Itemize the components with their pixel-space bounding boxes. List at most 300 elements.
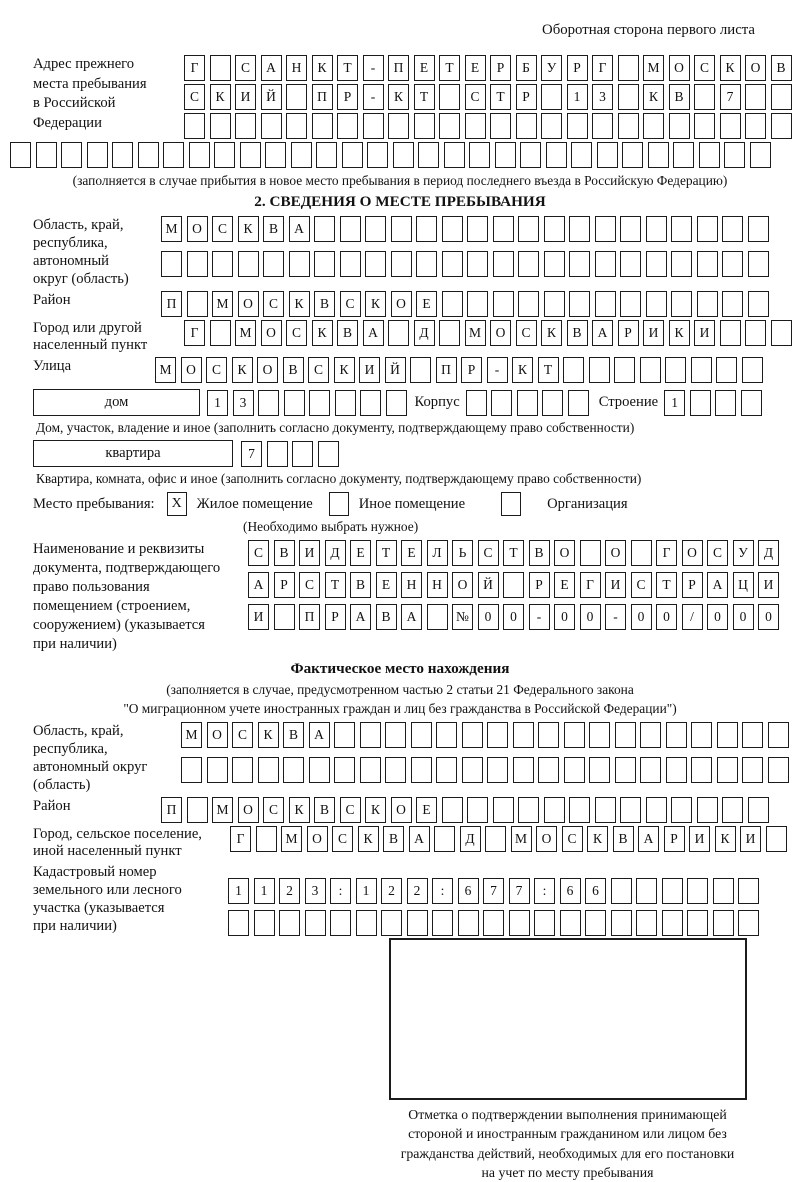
char-cell[interactable]: И	[758, 572, 779, 598]
char-cell[interactable]	[615, 757, 636, 783]
char-cell[interactable]	[666, 757, 687, 783]
char-cell[interactable]	[691, 357, 712, 383]
char-cell[interactable]: №	[452, 604, 473, 630]
char-cell[interactable]	[673, 142, 694, 168]
char-cell[interactable]: И	[248, 604, 269, 630]
char-cell[interactable]: П	[161, 291, 182, 317]
char-cell[interactable]	[509, 910, 530, 936]
char-cell[interactable]	[418, 142, 439, 168]
char-cell[interactable]: В	[283, 357, 304, 383]
char-cell[interactable]: Г	[184, 55, 205, 81]
char-cell[interactable]	[541, 84, 562, 110]
char-cell[interactable]: С	[184, 84, 205, 110]
char-cell[interactable]	[568, 390, 589, 416]
char-cell[interactable]: К	[643, 84, 664, 110]
char-cell[interactable]: С	[248, 540, 269, 566]
char-cell[interactable]	[462, 757, 483, 783]
char-cell[interactable]: В	[314, 797, 335, 823]
char-cell[interactable]: Р	[490, 55, 511, 81]
char-cell[interactable]	[256, 826, 277, 852]
char-cell[interactable]: С	[212, 216, 233, 242]
char-cell[interactable]	[595, 216, 616, 242]
char-cell[interactable]: А	[261, 55, 282, 81]
char-cell[interactable]: 0	[631, 604, 652, 630]
char-cell[interactable]	[432, 910, 453, 936]
char-cell[interactable]: В	[283, 722, 304, 748]
char-cell[interactable]	[187, 797, 208, 823]
char-cell[interactable]: Е	[416, 797, 437, 823]
char-cell[interactable]: О	[187, 216, 208, 242]
char-cell[interactable]	[360, 722, 381, 748]
char-cell[interactable]: Л	[427, 540, 448, 566]
char-cell[interactable]	[458, 910, 479, 936]
char-cell[interactable]: Д	[325, 540, 346, 566]
char-cell[interactable]	[671, 291, 692, 317]
char-cell[interactable]: У	[733, 540, 754, 566]
char-cell[interactable]: О	[536, 826, 557, 852]
char-cell[interactable]	[467, 291, 488, 317]
char-cell[interactable]	[381, 910, 402, 936]
char-cell[interactable]: М	[235, 320, 256, 346]
char-cell[interactable]	[745, 320, 766, 346]
char-cell[interactable]	[87, 142, 108, 168]
char-cell[interactable]	[542, 390, 563, 416]
char-cell[interactable]: А	[638, 826, 659, 852]
char-cell[interactable]: Р	[461, 357, 482, 383]
char-cell[interactable]: :	[534, 878, 555, 904]
char-cell[interactable]: К	[312, 55, 333, 81]
char-cell[interactable]	[662, 878, 683, 904]
char-cell[interactable]	[748, 251, 769, 277]
char-cell[interactable]: 0	[758, 604, 779, 630]
char-cell[interactable]: К	[358, 826, 379, 852]
char-cell[interactable]: С	[286, 320, 307, 346]
char-cell[interactable]: М	[155, 357, 176, 383]
char-cell[interactable]: 0	[656, 604, 677, 630]
char-cell[interactable]	[279, 910, 300, 936]
char-cell[interactable]: О	[307, 826, 328, 852]
char-cell[interactable]: К	[720, 55, 741, 81]
char-cell[interactable]: С	[235, 55, 256, 81]
char-cell[interactable]: С	[707, 540, 728, 566]
char-cell[interactable]	[618, 84, 639, 110]
char-cell[interactable]: Е	[350, 540, 371, 566]
char-cell[interactable]	[240, 142, 261, 168]
char-cell[interactable]: 3	[233, 390, 254, 416]
char-cell[interactable]: М	[212, 291, 233, 317]
char-cell[interactable]	[187, 251, 208, 277]
char-cell[interactable]	[439, 84, 460, 110]
char-cell[interactable]	[210, 55, 231, 81]
char-cell[interactable]: С	[263, 797, 284, 823]
char-cell[interactable]: В	[337, 320, 358, 346]
char-cell[interactable]	[261, 113, 282, 139]
char-cell[interactable]	[416, 216, 437, 242]
char-cell[interactable]: А	[592, 320, 613, 346]
char-cell[interactable]: Г	[580, 572, 601, 598]
char-cell[interactable]	[571, 142, 592, 168]
char-cell[interactable]	[592, 113, 613, 139]
char-cell[interactable]	[258, 757, 279, 783]
char-cell[interactable]: И	[643, 320, 664, 346]
char-cell[interactable]: А	[707, 572, 728, 598]
char-cell[interactable]	[720, 113, 741, 139]
char-cell[interactable]	[534, 910, 555, 936]
char-cell[interactable]	[544, 251, 565, 277]
char-cell[interactable]: О	[745, 55, 766, 81]
char-cell[interactable]: К	[388, 84, 409, 110]
char-cell[interactable]: 0	[707, 604, 728, 630]
char-cell[interactable]: К	[210, 84, 231, 110]
char-cell[interactable]: /	[682, 604, 703, 630]
char-cell[interactable]	[360, 390, 381, 416]
char-cell[interactable]: 3	[592, 84, 613, 110]
char-cell[interactable]: 2	[279, 878, 300, 904]
char-cell[interactable]: И	[299, 540, 320, 566]
char-cell[interactable]	[495, 142, 516, 168]
char-cell[interactable]	[722, 251, 743, 277]
char-cell[interactable]: Е	[554, 572, 575, 598]
char-cell[interactable]: К	[587, 826, 608, 852]
char-cell[interactable]: Н	[286, 55, 307, 81]
char-cell[interactable]: 6	[458, 878, 479, 904]
char-cell[interactable]	[388, 320, 409, 346]
char-cell[interactable]	[640, 757, 661, 783]
char-cell[interactable]: 0	[580, 604, 601, 630]
char-cell[interactable]: -	[363, 55, 384, 81]
char-cell[interactable]	[640, 722, 661, 748]
char-cell[interactable]	[467, 797, 488, 823]
char-cell[interactable]: Й	[478, 572, 499, 598]
char-cell[interactable]	[666, 722, 687, 748]
char-cell[interactable]	[665, 357, 686, 383]
char-cell[interactable]	[742, 357, 763, 383]
char-cell[interactable]	[436, 722, 457, 748]
char-cell[interactable]	[713, 910, 734, 936]
char-cell[interactable]	[112, 142, 133, 168]
char-cell[interactable]	[393, 142, 414, 168]
char-cell[interactable]: В	[529, 540, 550, 566]
char-cell[interactable]	[342, 142, 363, 168]
char-cell[interactable]: Г	[656, 540, 677, 566]
char-cell[interactable]	[309, 757, 330, 783]
char-cell[interactable]	[518, 216, 539, 242]
char-cell[interactable]: М	[643, 55, 664, 81]
char-cell[interactable]	[187, 291, 208, 317]
char-cell[interactable]	[643, 113, 664, 139]
char-cell[interactable]: И	[694, 320, 715, 346]
char-cell[interactable]: С	[694, 55, 715, 81]
char-cell[interactable]	[669, 113, 690, 139]
char-cell[interactable]: О	[554, 540, 575, 566]
char-cell[interactable]	[305, 910, 326, 936]
char-cell[interactable]	[487, 722, 508, 748]
char-cell[interactable]	[567, 113, 588, 139]
char-cell[interactable]	[748, 216, 769, 242]
char-cell[interactable]	[595, 797, 616, 823]
char-cell[interactable]: В	[263, 216, 284, 242]
char-cell[interactable]	[337, 113, 358, 139]
char-cell[interactable]	[771, 320, 792, 346]
char-cell[interactable]	[538, 757, 559, 783]
char-cell[interactable]	[184, 113, 205, 139]
char-cell[interactable]: Т	[503, 540, 524, 566]
char-cell[interactable]: 0	[733, 604, 754, 630]
char-cell[interactable]: 1	[356, 878, 377, 904]
char-cell[interactable]: К	[289, 797, 310, 823]
char-cell[interactable]	[745, 113, 766, 139]
char-cell[interactable]: К	[512, 357, 533, 383]
char-cell[interactable]: 6	[585, 878, 606, 904]
char-cell[interactable]	[622, 142, 643, 168]
char-cell[interactable]	[742, 722, 763, 748]
char-cell[interactable]	[671, 216, 692, 242]
char-cell[interactable]: 1	[567, 84, 588, 110]
char-cell[interactable]	[314, 216, 335, 242]
char-cell[interactable]: Е	[416, 291, 437, 317]
char-cell[interactable]: :	[330, 878, 351, 904]
char-cell[interactable]	[265, 142, 286, 168]
char-cell[interactable]	[618, 113, 639, 139]
char-cell[interactable]: Е	[414, 55, 435, 81]
char-cell[interactable]	[207, 757, 228, 783]
char-cell[interactable]: О	[490, 320, 511, 346]
char-cell[interactable]: С	[206, 357, 227, 383]
char-cell[interactable]: И	[605, 572, 626, 598]
char-cell[interactable]: Р	[325, 604, 346, 630]
char-cell[interactable]: :	[432, 878, 453, 904]
char-cell[interactable]	[10, 142, 31, 168]
char-cell[interactable]	[161, 251, 182, 277]
char-cell[interactable]	[503, 572, 524, 598]
char-cell[interactable]: О	[261, 320, 282, 346]
char-cell[interactable]	[745, 84, 766, 110]
char-cell[interactable]	[258, 390, 279, 416]
char-cell[interactable]: К	[312, 320, 333, 346]
char-cell[interactable]: Б	[516, 55, 537, 81]
char-cell[interactable]: М	[181, 722, 202, 748]
char-cell[interactable]	[646, 216, 667, 242]
char-cell[interactable]	[467, 251, 488, 277]
char-cell[interactable]: С	[340, 291, 361, 317]
char-cell[interactable]	[388, 113, 409, 139]
char-cell[interactable]: П	[299, 604, 320, 630]
checkbox-organizatsiya[interactable]	[501, 492, 521, 516]
char-cell[interactable]	[717, 757, 738, 783]
char-cell[interactable]	[309, 390, 330, 416]
char-cell[interactable]: О	[452, 572, 473, 598]
char-cell[interactable]	[611, 910, 632, 936]
char-cell[interactable]	[292, 441, 313, 467]
char-cell[interactable]: Е	[401, 540, 422, 566]
char-cell[interactable]: С	[478, 540, 499, 566]
char-cell[interactable]: К	[238, 216, 259, 242]
char-cell[interactable]: Т	[439, 55, 460, 81]
char-cell[interactable]	[544, 797, 565, 823]
char-cell[interactable]	[410, 357, 431, 383]
char-cell[interactable]: О	[391, 291, 412, 317]
char-cell[interactable]: Д	[414, 320, 435, 346]
char-cell[interactable]: П	[436, 357, 457, 383]
char-cell[interactable]	[748, 291, 769, 317]
char-cell[interactable]: 2	[381, 878, 402, 904]
char-cell[interactable]: Р	[567, 55, 588, 81]
char-cell[interactable]: К	[365, 797, 386, 823]
char-cell[interactable]: Т	[656, 572, 677, 598]
char-cell[interactable]	[334, 722, 355, 748]
char-cell[interactable]	[491, 390, 512, 416]
char-cell[interactable]	[312, 113, 333, 139]
char-cell[interactable]: А	[248, 572, 269, 598]
char-cell[interactable]	[493, 216, 514, 242]
char-cell[interactable]: 1	[664, 390, 685, 416]
char-cell[interactable]	[363, 113, 384, 139]
char-cell[interactable]: К	[232, 357, 253, 383]
char-cell[interactable]: В	[669, 84, 690, 110]
char-cell[interactable]: П	[312, 84, 333, 110]
char-cell[interactable]: 3	[305, 878, 326, 904]
char-cell[interactable]	[620, 251, 641, 277]
char-cell[interactable]	[232, 757, 253, 783]
char-cell[interactable]: Т	[414, 84, 435, 110]
char-cell[interactable]	[690, 390, 711, 416]
char-cell[interactable]: С	[332, 826, 353, 852]
char-cell[interactable]	[444, 142, 465, 168]
char-cell[interactable]	[291, 142, 312, 168]
char-cell[interactable]	[411, 722, 432, 748]
char-cell[interactable]	[467, 216, 488, 242]
char-cell[interactable]	[284, 390, 305, 416]
char-cell[interactable]	[335, 390, 356, 416]
char-cell[interactable]: Р	[529, 572, 550, 598]
char-cell[interactable]	[697, 797, 718, 823]
char-cell[interactable]	[597, 142, 618, 168]
char-cell[interactable]: К	[669, 320, 690, 346]
char-cell[interactable]: 7	[483, 878, 504, 904]
char-cell[interactable]	[318, 441, 339, 467]
char-cell[interactable]: Г	[230, 826, 251, 852]
char-cell[interactable]	[687, 878, 708, 904]
char-cell[interactable]	[722, 797, 743, 823]
char-cell[interactable]: 1	[207, 390, 228, 416]
char-cell[interactable]: И	[235, 84, 256, 110]
char-cell[interactable]	[439, 320, 460, 346]
char-cell[interactable]: К	[289, 291, 310, 317]
char-cell[interactable]	[715, 390, 736, 416]
char-cell[interactable]: В	[274, 540, 295, 566]
char-cell[interactable]	[520, 142, 541, 168]
char-cell[interactable]	[314, 251, 335, 277]
char-cell[interactable]: С	[516, 320, 537, 346]
char-cell[interactable]: 6	[560, 878, 581, 904]
char-cell[interactable]: А	[401, 604, 422, 630]
char-cell[interactable]: С	[308, 357, 329, 383]
char-cell[interactable]	[662, 910, 683, 936]
char-cell[interactable]	[493, 291, 514, 317]
char-cell[interactable]	[636, 878, 657, 904]
char-cell[interactable]	[274, 604, 295, 630]
char-cell[interactable]: П	[161, 797, 182, 823]
char-cell[interactable]: К	[258, 722, 279, 748]
char-cell[interactable]	[544, 216, 565, 242]
char-cell[interactable]: С	[465, 84, 486, 110]
char-cell[interactable]	[518, 797, 539, 823]
char-cell[interactable]: В	[567, 320, 588, 346]
char-cell[interactable]	[391, 251, 412, 277]
char-cell[interactable]	[569, 216, 590, 242]
char-cell[interactable]	[493, 797, 514, 823]
char-cell[interactable]	[228, 910, 249, 936]
char-cell[interactable]: В	[314, 291, 335, 317]
char-cell[interactable]	[722, 291, 743, 317]
char-cell[interactable]: Р	[682, 572, 703, 598]
char-cell[interactable]: Й	[261, 84, 282, 110]
char-cell[interactable]	[181, 757, 202, 783]
char-cell[interactable]	[722, 216, 743, 242]
char-cell[interactable]	[466, 390, 487, 416]
char-cell[interactable]	[138, 142, 159, 168]
char-cell[interactable]: Т	[325, 572, 346, 598]
char-cell[interactable]: И	[740, 826, 761, 852]
char-cell[interactable]	[741, 390, 762, 416]
char-cell[interactable]	[742, 757, 763, 783]
char-cell[interactable]: -	[487, 357, 508, 383]
char-cell[interactable]	[546, 142, 567, 168]
char-cell[interactable]: 7	[241, 441, 262, 467]
char-cell[interactable]	[595, 291, 616, 317]
char-cell[interactable]	[365, 251, 386, 277]
char-cell[interactable]	[289, 251, 310, 277]
char-cell[interactable]	[748, 797, 769, 823]
char-cell[interactable]	[189, 142, 210, 168]
char-cell[interactable]	[436, 757, 457, 783]
char-cell[interactable]	[640, 357, 661, 383]
char-cell[interactable]	[386, 390, 407, 416]
char-cell[interactable]: Й	[385, 357, 406, 383]
char-cell[interactable]: Н	[401, 572, 422, 598]
char-cell[interactable]	[569, 797, 590, 823]
char-cell[interactable]	[516, 113, 537, 139]
char-cell[interactable]: И	[689, 826, 710, 852]
char-cell[interactable]	[61, 142, 82, 168]
char-cell[interactable]: Е	[465, 55, 486, 81]
char-cell[interactable]	[541, 113, 562, 139]
char-cell[interactable]	[442, 797, 463, 823]
char-cell[interactable]	[697, 251, 718, 277]
char-cell[interactable]: А	[409, 826, 430, 852]
char-cell[interactable]	[646, 251, 667, 277]
char-cell[interactable]: 7	[720, 84, 741, 110]
char-cell[interactable]: 0	[478, 604, 499, 630]
char-cell[interactable]: О	[391, 797, 412, 823]
char-cell[interactable]	[513, 757, 534, 783]
char-cell[interactable]: М	[511, 826, 532, 852]
char-cell[interactable]	[564, 722, 585, 748]
char-cell[interactable]	[434, 826, 455, 852]
char-cell[interactable]	[646, 291, 667, 317]
char-cell[interactable]: Т	[538, 357, 559, 383]
char-cell[interactable]: Т	[490, 84, 511, 110]
char-cell[interactable]: К	[541, 320, 562, 346]
char-cell[interactable]: К	[334, 357, 355, 383]
checkbox-zhiloe[interactable]: X	[167, 492, 187, 516]
char-cell[interactable]	[360, 757, 381, 783]
char-cell[interactable]	[697, 216, 718, 242]
char-cell[interactable]	[513, 722, 534, 748]
char-cell[interactable]	[356, 910, 377, 936]
char-cell[interactable]	[589, 757, 610, 783]
char-cell[interactable]	[620, 291, 641, 317]
